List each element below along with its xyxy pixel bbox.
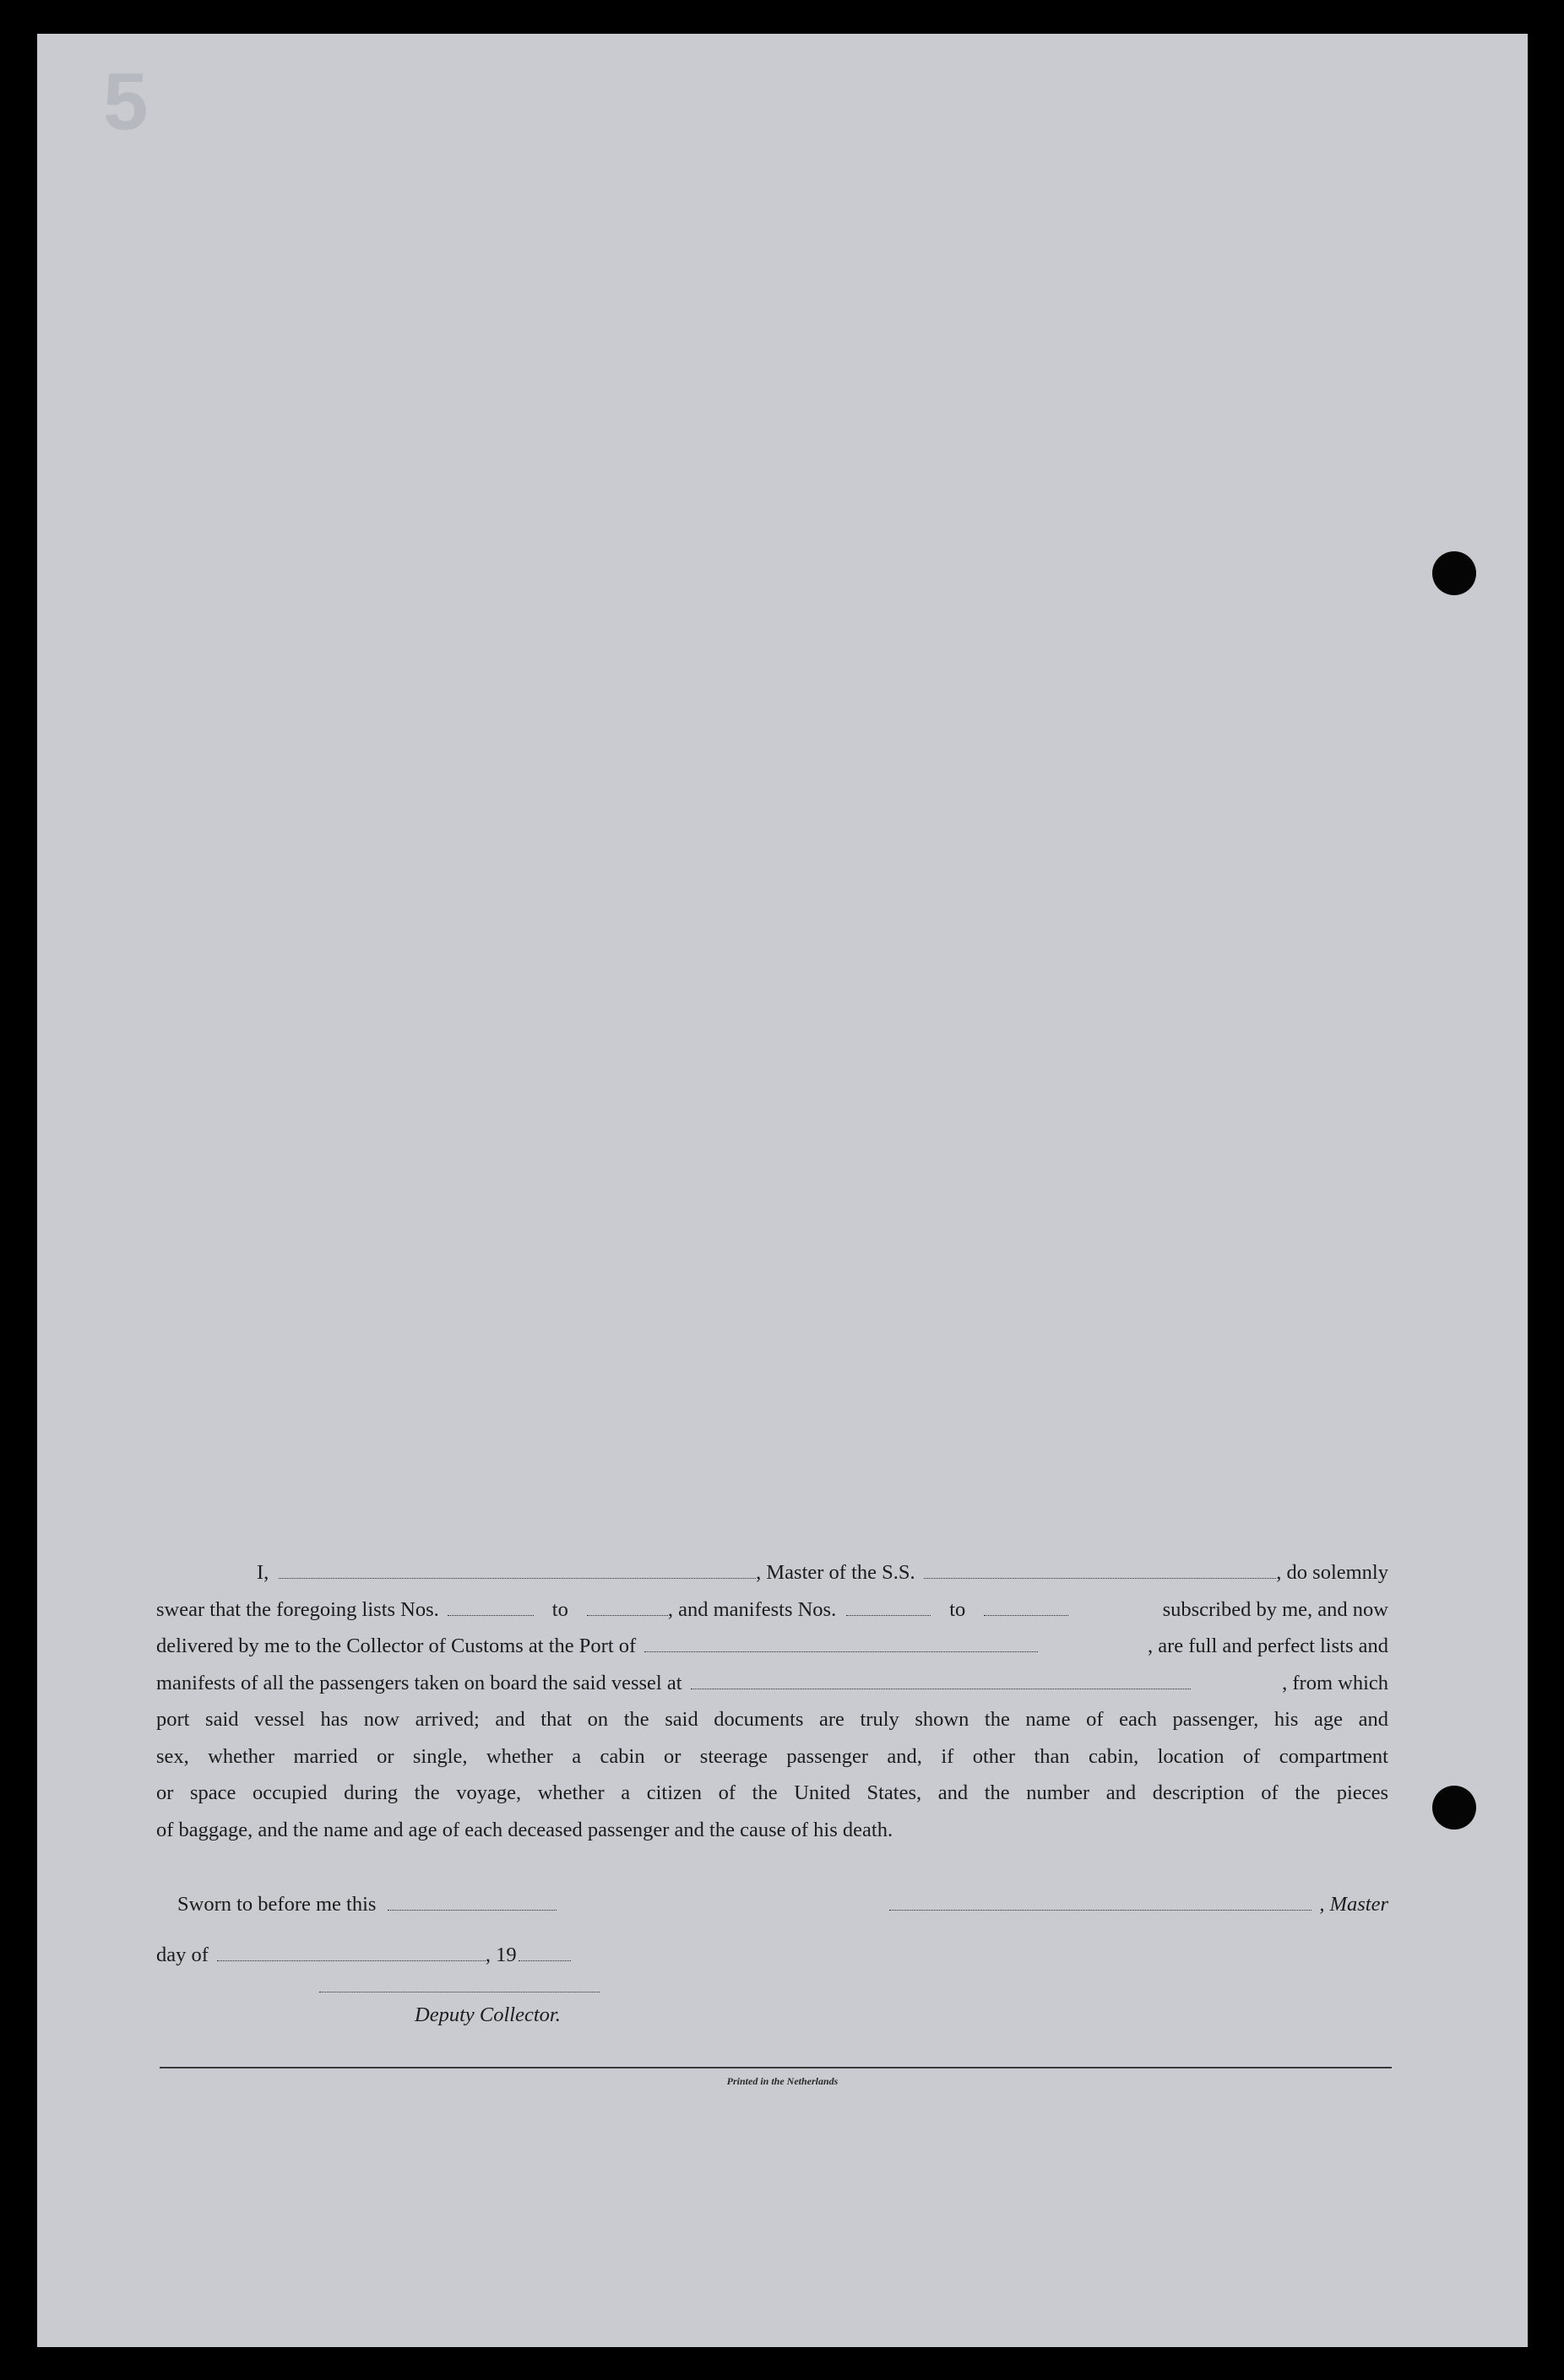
day-of-label: day of bbox=[156, 1944, 209, 1966]
lists-to-blank[interactable] bbox=[587, 1600, 668, 1615]
oath-paragraph bbox=[156, 1554, 1388, 1848]
oath-line-2-end: subscribed by me, and now bbox=[1162, 1597, 1388, 1621]
port-blank[interactable] bbox=[644, 1637, 1038, 1652]
oath-line-8: of baggage, and the name and age of each deceased passenger and the cause of his death. bbox=[156, 1818, 893, 1841]
printed-in-netherlands: Printed in the Netherlands bbox=[726, 2075, 839, 2087]
master-signature-blank[interactable] bbox=[889, 1895, 1311, 1911]
lists-from-blank[interactable] bbox=[448, 1600, 534, 1615]
oath-line-2-manifests: , and manifests Nos. bbox=[667, 1597, 837, 1621]
oath-line-6: sex, whether married or single, whether a cabin or steerage passenger and, if other than cabin, location of compartment bbox=[156, 1744, 1388, 1768]
oath-line-4-end: , from which bbox=[1282, 1671, 1388, 1694]
year-prefix: , 19 bbox=[485, 1944, 517, 1966]
sworn-line bbox=[177, 1893, 557, 1916]
master-signature bbox=[889, 1893, 1388, 1916]
oath-line-3-end: , are full and perfect lists and bbox=[1147, 1635, 1388, 1657]
document-sheet bbox=[37, 34, 1528, 2347]
oath-line-1 bbox=[156, 1554, 1388, 1591]
oath-line-5: port said vessel has now arrived; and that on the said documents are truly shown the name of each passenger, his age and bbox=[156, 1708, 1388, 1731]
oath-line-2 bbox=[156, 1591, 1388, 1629]
sworn-label: Sworn to before me this bbox=[177, 1893, 377, 1916]
deputy-signature-line bbox=[319, 1977, 600, 1992]
master-suffix: , Master bbox=[1319, 1893, 1388, 1916]
master-name-blank[interactable] bbox=[279, 1564, 756, 1579]
day-of-line bbox=[156, 1944, 571, 1967]
oath-line-2-to-2: to bbox=[949, 1597, 966, 1621]
vessel-name-blank[interactable] bbox=[924, 1564, 1277, 1579]
oath-line-2-start: swear that the foregoing lists Nos. bbox=[156, 1597, 439, 1621]
oath-line-1-master: , Master of the S.S. bbox=[756, 1561, 915, 1584]
oath-line-1-end: , do solemnly bbox=[1276, 1561, 1388, 1584]
oath-line-2-to-1: to bbox=[551, 1597, 568, 1621]
punch-hole-bottom bbox=[1432, 1786, 1476, 1830]
punch-hole-top bbox=[1432, 551, 1476, 595]
oath-line-4-start: manifests of all the passengers taken on board the said vessel at bbox=[156, 1671, 682, 1694]
month-blank[interactable] bbox=[217, 1946, 486, 1961]
port-of-departure-blank[interactable] bbox=[691, 1673, 1191, 1689]
oath-line-7: or space occupied during the voyage, whether a citizen of the United States, and the number and description of the pieces bbox=[156, 1781, 1388, 1804]
deputy-signature-blank[interactable] bbox=[319, 1977, 600, 1992]
manifests-from-blank[interactable] bbox=[846, 1600, 931, 1615]
manifests-to-blank[interactable] bbox=[984, 1600, 1068, 1615]
deputy-collector-label: Deputy Collector. bbox=[415, 2003, 561, 2026]
footer-rule bbox=[160, 2067, 1392, 2068]
oath-line-4 bbox=[156, 1665, 1388, 1702]
year-blank[interactable] bbox=[519, 1946, 571, 1961]
oath-line-3-start: delivered by me to the Collector of Customs at the Port of bbox=[156, 1635, 637, 1657]
oath-line-3 bbox=[156, 1628, 1388, 1665]
bleed-through-page-number: 5 bbox=[103, 57, 149, 147]
oath-line-1-start: I, bbox=[257, 1561, 269, 1584]
sworn-date-blank[interactable] bbox=[388, 1895, 557, 1911]
